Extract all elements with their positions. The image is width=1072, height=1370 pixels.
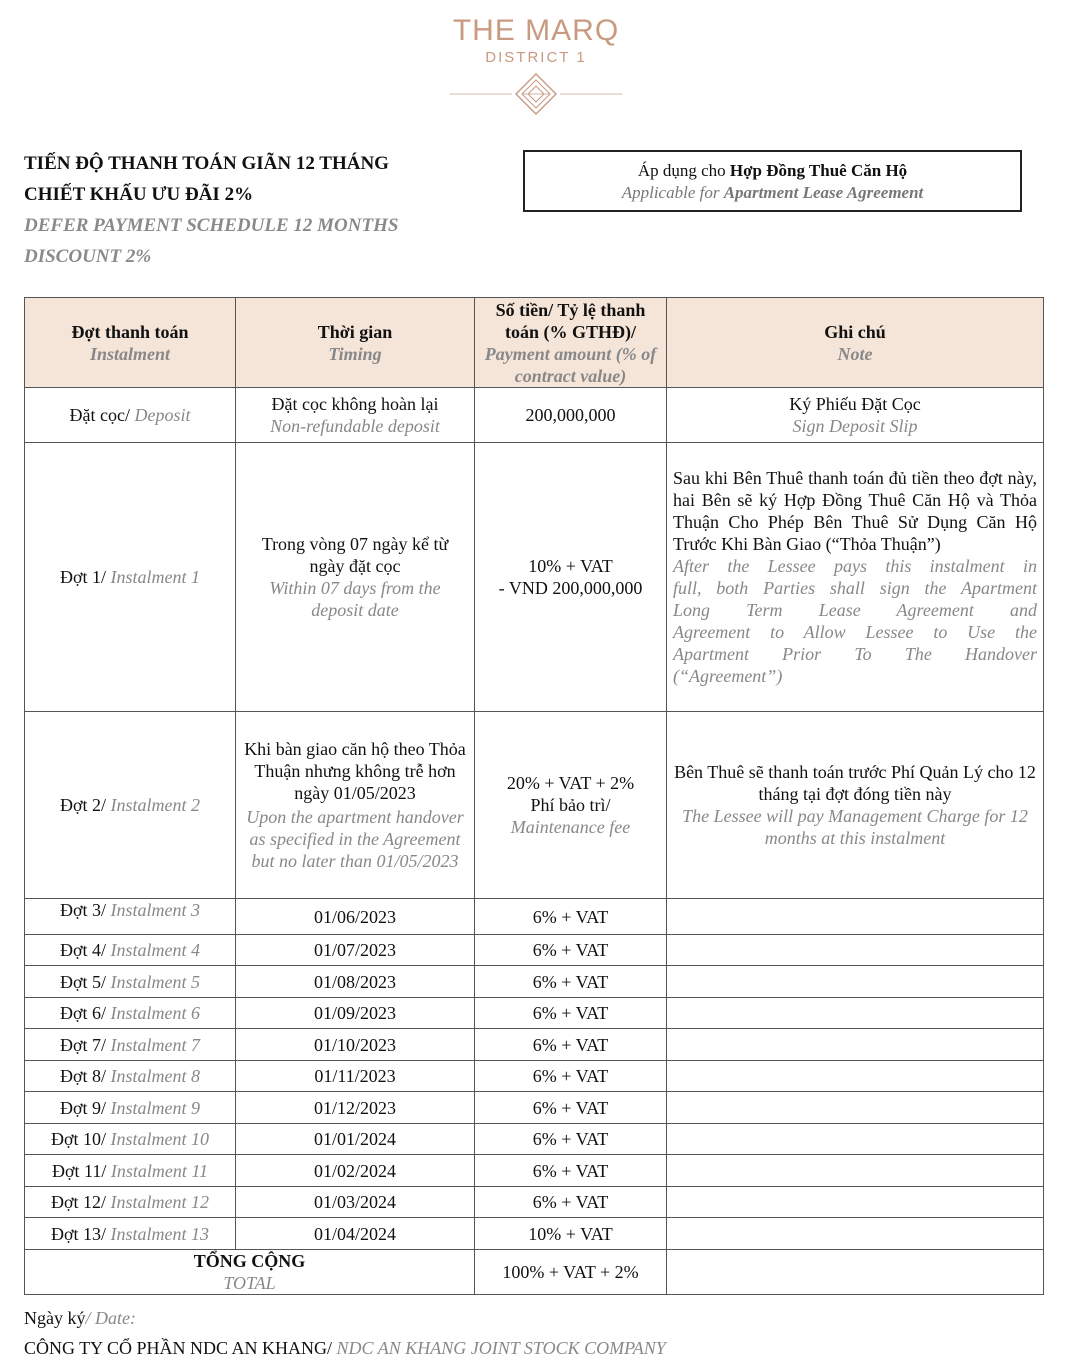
instalment-label: Đợt 11/ Instalment 11	[25, 1155, 236, 1187]
instalment-note	[667, 1061, 1044, 1092]
instalment-row	[25, 1124, 1044, 1155]
instalment-label: Đợt 7/ Instalment 7	[25, 1029, 236, 1061]
instalment-1-note: Sau khi Bên Thuê thanh toán đủ tiền theo đợt này, hai Bên sẽ ký Hợp Đồng Thuê Căn Hộ và Thỏa Thuận Cho Phép Bên Thuê Sử Dụng Căn Hộ Trước Khi Bàn Giao (“Thỏa Thuận”) After the Lessee pays this instalment in full, both Parties shall sign the Apartment Long Term Lease Agreement and Agreement to Allow Lessee to Use the Apartment Prior To The Handover (“Agreement”)	[667, 443, 1044, 712]
header-note: Ghi chú Note	[667, 298, 1044, 388]
instalment-label: Đợt 12/ Instalment 12	[25, 1187, 236, 1218]
instalment-note	[667, 966, 1044, 998]
instalment-row	[25, 1092, 1044, 1124]
total-note	[667, 1250, 1044, 1295]
instalment-amount: 10% + VAT	[475, 1218, 667, 1250]
deposit-note: Ký Phiếu Đặt Cọc Sign Deposit Slip	[667, 388, 1044, 443]
instalment-amount: 6% + VAT	[475, 1187, 667, 1218]
instalment-date: 01/11/2023	[236, 1061, 475, 1092]
instalment-1-amount: 10% + VAT - VND 200,000,000	[475, 443, 667, 712]
instalment-amount: 6% + VAT	[475, 998, 667, 1029]
instalment-amount: 6% + VAT	[475, 1155, 667, 1187]
header-amount: Số tiền/ Tỷ lệ thanh toán (% GTHĐ)/ Payment amount (% of contract value)	[475, 298, 667, 388]
heading-en-line2: DISCOUNT 2%	[24, 246, 152, 267]
instalment-amount: 6% + VAT	[475, 899, 667, 935]
instalment-note	[667, 935, 1044, 966]
header-instalment: Đợt thanh toán Instalment	[25, 298, 236, 388]
instalment-date: 01/01/2024	[236, 1124, 475, 1155]
instalment-label: Đợt 10/ Instalment 10	[25, 1124, 236, 1155]
instalment-note	[667, 899, 1044, 935]
instalment-amount: 6% + VAT	[475, 1029, 667, 1061]
instalment-note	[667, 1092, 1044, 1124]
instalment-row	[25, 966, 1044, 998]
instalment-date: 01/04/2024	[236, 1218, 475, 1250]
instalment-date: 01/10/2023	[236, 1029, 475, 1061]
instalment-date: 01/03/2024	[236, 1187, 475, 1218]
instalment-date: 01/09/2023	[236, 998, 475, 1029]
heading-en-line1: DEFER PAYMENT SCHEDULE 12 MONTHS	[24, 215, 399, 236]
instalment-amount: 6% + VAT	[475, 1092, 667, 1124]
instalment-amount: 6% + VAT	[475, 966, 667, 998]
instalment-row	[25, 1218, 1044, 1250]
instalment-note	[667, 1218, 1044, 1250]
instalment-2-amount: 20% + VAT + 2% Phí bảo trì/ Maintenance fee	[475, 712, 667, 899]
table-header-row	[25, 298, 1044, 388]
deposit-amount: 200,000,000	[475, 388, 667, 443]
company-line: CÔNG TY CỔ PHẦN NDC AN KHANG/ NDC AN KHANG JOINT STOCK COMPANY	[24, 1338, 666, 1358]
instalment-amount: 6% + VAT	[475, 935, 667, 966]
instalment-label: Đợt 6/ Instalment 6	[25, 998, 236, 1029]
heading-vn-line2: CHIẾT KHẤU ƯU ĐÃI 2%	[24, 184, 254, 205]
deposit-label: Đặt cọc/ Deposit	[25, 388, 236, 443]
schedule-heading	[24, 148, 398, 272]
total-amount: 100% + VAT + 2%	[475, 1250, 667, 1295]
instalment-row	[25, 1029, 1044, 1061]
instalment-label: Đợt 13/ Instalment 13	[25, 1218, 236, 1250]
payment-schedule-table	[24, 297, 1044, 1295]
instalment-date: 01/02/2024	[236, 1155, 475, 1187]
instalment-row	[25, 998, 1044, 1029]
total-row	[25, 1250, 1044, 1295]
instalment-2-timing: Khi bàn giao căn hộ theo Thỏa Thuận nhưng không trễ hơn ngày 01/05/2023 Upon the apartment handover as specified in the Agreement but no later than 01/05/2023	[236, 712, 475, 899]
instalment-row	[25, 899, 1044, 935]
logo	[0, 14, 1072, 116]
total-label: TỔNG CỘNG TOTAL	[25, 1250, 475, 1295]
instalment-row	[25, 1155, 1044, 1187]
instalment-row	[25, 1061, 1044, 1092]
instalment-note	[667, 1155, 1044, 1187]
instalment-1-label: Đợt 1/ Instalment 1	[25, 443, 236, 712]
instalment-label: Đợt 3/ Instalment 3	[25, 899, 236, 935]
instalment-label: Đợt 8/ Instalment 8	[25, 1061, 236, 1092]
instalment-date: 01/06/2023	[236, 899, 475, 935]
applicable-box	[523, 150, 1022, 212]
instalment-1-row	[25, 443, 1044, 712]
instalment-1-timing: Trong vòng 07 ngày kể từ ngày đặt cọc Within 07 days from the deposit date	[236, 443, 475, 712]
instalment-2-note: Bên Thuê sẽ thanh toán trước Phí Quản Lý cho 12 tháng tại đợt đóng tiền này The Lessee will pay Management Charge for 12 months at this instalment	[667, 712, 1044, 899]
logo-emblem-icon	[450, 72, 622, 116]
instalment-label: Đợt 9/ Instalment 9	[25, 1092, 236, 1124]
logo-district: DISTRICT 1	[485, 49, 587, 66]
deposit-timing: Đặt cọc không hoàn lại Non-refundable deposit	[236, 388, 475, 443]
deposit-row	[25, 388, 1044, 443]
applicable-vn: Áp dụng cho Hợp Đồng Thuê Căn Hộ	[637, 161, 908, 180]
logo-name: THE MARQ	[452, 14, 620, 47]
sign-date-line: Ngày ký/ Date:	[24, 1308, 136, 1328]
instalment-date: 01/07/2023	[236, 935, 475, 966]
instalment-2-row	[25, 712, 1044, 899]
heading-vn-line1: TIẾN ĐỘ THANH TOÁN GIÃN 12 THÁNG	[24, 153, 389, 174]
instalment-date: 01/12/2023	[236, 1092, 475, 1124]
instalment-label: Đợt 5/ Instalment 5	[25, 966, 236, 998]
instalment-amount: 6% + VAT	[475, 1124, 667, 1155]
header-timing: Thời gian Timing	[236, 298, 475, 388]
instalment-row	[25, 1187, 1044, 1218]
applicable-en: Applicable for Apartment Lease Agreement	[621, 183, 924, 202]
instalment-row	[25, 935, 1044, 966]
instalment-note	[667, 1029, 1044, 1061]
instalment-note	[667, 998, 1044, 1029]
instalment-amount: 6% + VAT	[475, 1061, 667, 1092]
instalment-date: 01/08/2023	[236, 966, 475, 998]
instalment-label: Đợt 4/ Instalment 4	[25, 935, 236, 966]
instalment-note	[667, 1124, 1044, 1155]
instalment-2-label: Đợt 2/ Instalment 2	[25, 712, 236, 899]
instalment-note	[667, 1187, 1044, 1218]
